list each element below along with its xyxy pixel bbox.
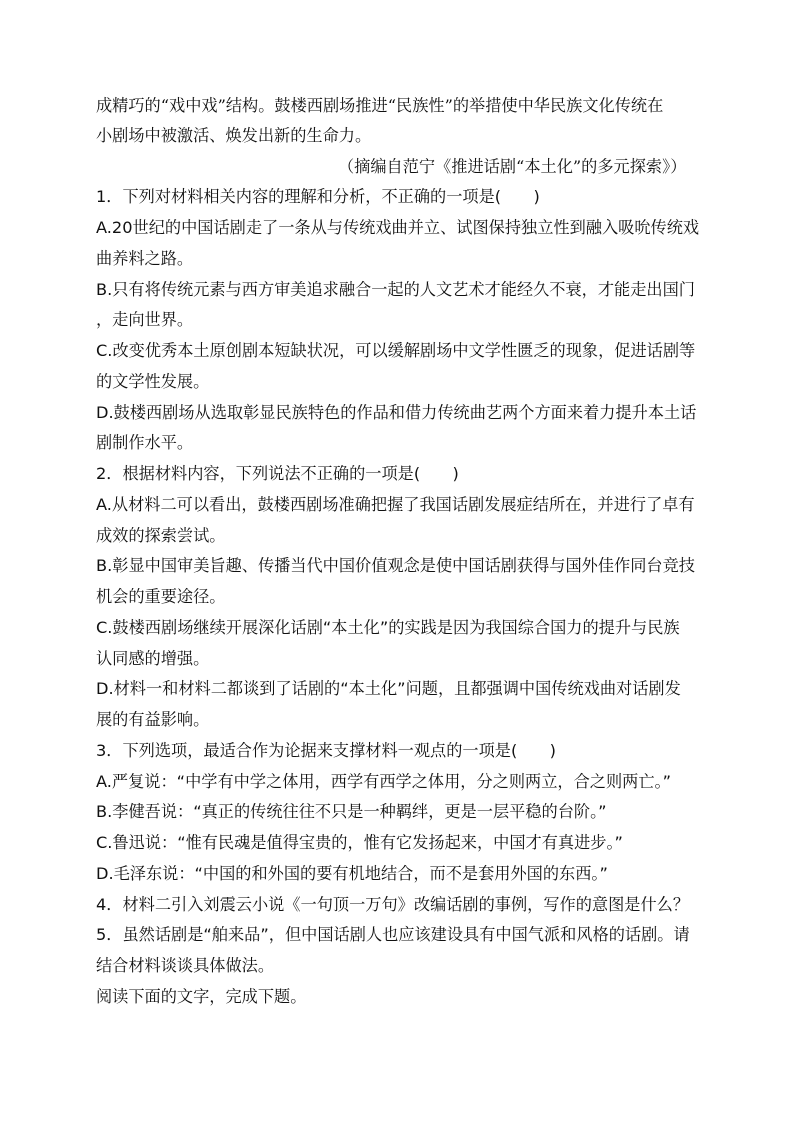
question-3-option-b: B.李健吾说：“真正的传统往往不只是一种羁绊，更是一层平稳的台阶。” (96, 802, 607, 821)
question-5-stem-cont: 结合材料谈谈具体做法。 (96, 956, 275, 975)
question-3-option-a: A.严复说：“中学有中学之体用，西学有西学之体用，分之则两立，合之则两亡。” (96, 772, 671, 791)
question-2-option-c: C.鼓楼西剧场继续开展深化话剧“本土化”的实践是因为我国综合国力的提升与民族 (96, 618, 680, 637)
passage-line: 成精巧的“戏中戏”结构。鼓楼西剧场推进“民族性”的举措使中华民族文化传统在 (96, 96, 664, 115)
question-3-option-d: D.毛泽东说：“中国的和外国的要有机地结合，而不是套用外国的东西。” (96, 864, 608, 883)
question-1-option-b: B.只有将传统元素与西方审美追求融合一起的人文艺术才能经久不衰，才能走出国门 (96, 280, 695, 299)
question-1-stem: 1．下列对材料相关内容的理解和分析，不正确的一项是( ) (96, 187, 540, 206)
question-2-option-b: B.彰显中国审美旨趣、传播当代中国价值观念是使中国话剧获得与国外佳作同台竞技 (96, 556, 695, 575)
question-2-option-a: A.从材料二可以看出，鼓楼西剧场准确把握了我国话剧发展症结所在，并进行了卓有 (96, 495, 695, 514)
question-1-option-b-cont: ，走向世界。 (96, 310, 194, 329)
passage-source: （摘编自范宁《推进话剧“本土化”的多元探索》） (338, 157, 687, 176)
reading-instruction: 阅读下面的文字，完成下题。 (96, 987, 307, 1006)
question-1-option-a: A.20世纪的中国话剧走了一条从与传统戏曲并立、试图保持独立性到融入吸吮传统戏 (96, 218, 700, 237)
passage-line: 小剧场中被激活、焕发出新的生命力。 (96, 126, 372, 145)
question-2-stem: 2．根据材料内容，下列说法不正确的一项是( ) (96, 464, 459, 483)
question-4-stem: 4．材料二引入刘震云小说《一句顶一万句》改编话剧的事例，写作的意图是什么？ (96, 895, 690, 914)
question-2-option-b-cont: 机会的重要途径。 (96, 587, 226, 606)
question-1-option-c-cont: 的文学性发展。 (96, 372, 210, 391)
question-2-option-c-cont: 认同感的增强。 (96, 649, 210, 668)
question-2-option-d: D.材料一和材料二都谈到了话剧的“本土化”问题，且都强调中国传统戏曲对话剧发 (96, 679, 681, 698)
question-1-option-d-cont: 剧制作水平。 (96, 433, 194, 452)
question-2-option-a-cont: 成效的探索尝试。 (96, 526, 226, 545)
question-1-option-d: D.鼓楼西剧场从选取彰显民族特色的作品和借力传统曲艺两个方面来着力提升本土话 (96, 403, 697, 422)
question-3-option-c: C.鲁迅说：“惟有民魂是值得宝贵的，惟有它发扬起来，中国才有真进步。” (96, 833, 623, 852)
question-2-option-d-cont: 展的有益影响。 (96, 710, 210, 729)
question-3-stem: 3．下列选项，最适合作为论据来支撑材料一观点的一项是( ) (96, 741, 556, 760)
question-5-stem: 5．虽然话剧是“舶来品”，但中国话剧人也应该建设具有中国气派和风格的话剧。请 (96, 925, 690, 944)
question-1-option-c: C.改变优秀本土原创剧本短缺状况，可以缓解剧场中文学性匮乏的现象，促进话剧等 (96, 341, 696, 360)
question-1-option-a-cont: 曲养料之路。 (96, 249, 194, 268)
